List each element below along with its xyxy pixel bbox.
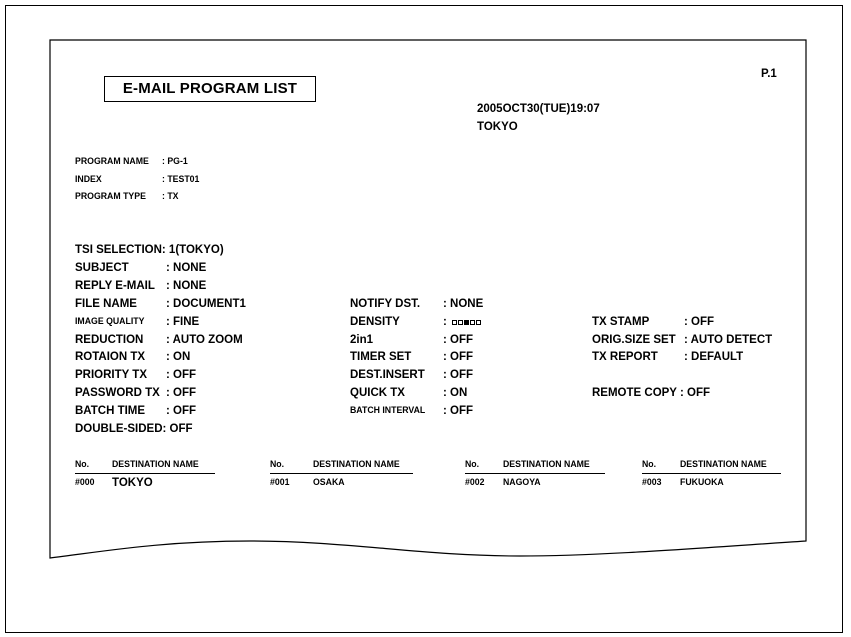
quick-tx-label: QUICK TX bbox=[350, 387, 405, 399]
tx-stamp-value: : OFF bbox=[684, 316, 715, 328]
program-name-value: : PG-1 bbox=[162, 156, 188, 167]
program-type-label: PROGRAM TYPE bbox=[75, 191, 146, 202]
page-title: E-MAIL PROGRAM LIST bbox=[122, 80, 298, 97]
priority-tx-label: PRIORITY TX bbox=[75, 369, 147, 381]
density-colon: : bbox=[443, 316, 447, 328]
batch-time-value: : OFF bbox=[166, 405, 197, 417]
dest-no-header: No. bbox=[270, 459, 285, 470]
rotation-tx-value: : ON bbox=[166, 351, 191, 363]
password-tx-value: : OFF bbox=[166, 387, 197, 399]
dest-insert-value: : OFF bbox=[443, 369, 474, 381]
reduction-value: : AUTO ZOOM bbox=[166, 334, 243, 346]
program-type-value: : TX bbox=[162, 191, 179, 202]
dest-row-name: FUKUOKA bbox=[680, 477, 724, 488]
dest-name-header: DESTINATION NAME bbox=[112, 459, 199, 470]
file-name-label: FILE NAME bbox=[75, 298, 137, 310]
subject-label: SUBJECT bbox=[75, 262, 129, 274]
reply-email-value: : NONE bbox=[166, 280, 207, 292]
dest-header-underline bbox=[465, 473, 605, 474]
remote-copy: REMOTE COPY : OFF bbox=[592, 387, 710, 399]
reply-email-label: REPLY E-MAIL bbox=[75, 280, 155, 292]
timer-set-value: : OFF bbox=[443, 351, 474, 363]
2in1-label: 2in1 bbox=[350, 334, 374, 346]
density-label: DENSITY bbox=[350, 316, 400, 328]
dest-name-header: DESTINATION NAME bbox=[680, 459, 767, 470]
batch-time-label: BATCH TIME bbox=[75, 405, 146, 417]
notify-dst-label: NOTIFY DST. bbox=[350, 298, 421, 310]
image-quality-value: : FINE bbox=[166, 316, 200, 328]
dest-header-underline bbox=[270, 473, 413, 474]
density-step bbox=[470, 320, 475, 325]
rotation-tx-label: ROTAION TX bbox=[75, 351, 146, 363]
priority-tx-value: : OFF bbox=[166, 369, 197, 381]
density-meter bbox=[452, 320, 481, 325]
density-step bbox=[452, 320, 457, 325]
tx-report-label: TX REPORT bbox=[592, 351, 658, 363]
dest-header-underline bbox=[642, 473, 781, 474]
density-step bbox=[458, 320, 463, 325]
dest-row-no: #003 bbox=[642, 477, 662, 488]
dest-row-no: #001 bbox=[270, 477, 290, 488]
batch-interval-value: : OFF bbox=[443, 405, 474, 417]
dest-no-header: No. bbox=[75, 459, 90, 470]
dest-no-header: No. bbox=[642, 459, 657, 470]
notify-dst-value: : NONE bbox=[443, 298, 484, 310]
tx-report-value: : DEFAULT bbox=[684, 351, 744, 363]
2in1-value: : OFF bbox=[443, 334, 474, 346]
dest-row-name: OSAKA bbox=[313, 477, 345, 488]
location: TOKYO bbox=[477, 121, 518, 133]
reduction-label: REDUCTION bbox=[75, 334, 144, 346]
program-name-label: PROGRAM NAME bbox=[75, 156, 149, 167]
image-quality-label: IMAGE QUALITY bbox=[75, 316, 145, 327]
density-step bbox=[476, 320, 481, 325]
density-step bbox=[464, 320, 469, 325]
index-label: INDEX bbox=[75, 174, 102, 185]
dest-insert-label: DEST.INSERT bbox=[350, 369, 425, 381]
title-box bbox=[104, 76, 316, 102]
dest-row-no: #002 bbox=[465, 477, 485, 488]
dest-row-name: NAGOYA bbox=[503, 477, 541, 488]
dest-header-underline bbox=[75, 473, 215, 474]
datetime: 2005OCT30(TUE)19:07 bbox=[477, 103, 600, 115]
dest-name-header: DESTINATION NAME bbox=[313, 459, 400, 470]
tsi-selection: TSI SELECTION: 1(TOKYO) bbox=[75, 244, 224, 256]
orig-size-label: ORIG.SIZE SET bbox=[592, 334, 676, 346]
orig-size-value: : AUTO DETECT bbox=[684, 334, 773, 346]
page-number: P.1 bbox=[761, 68, 777, 80]
subject-value: : NONE bbox=[166, 262, 207, 274]
tx-stamp-label: TX STAMP bbox=[592, 316, 650, 328]
dest-no-header: No. bbox=[465, 459, 480, 470]
dest-row-no: #000 bbox=[75, 477, 95, 488]
dest-name-header: DESTINATION NAME bbox=[503, 459, 590, 470]
index-value: : TEST01 bbox=[162, 174, 200, 185]
double-sided: DOUBLE-SIDED: OFF bbox=[75, 423, 193, 435]
timer-set-label: TIMER SET bbox=[350, 351, 412, 363]
file-name-value: : DOCUMENT1 bbox=[166, 298, 246, 310]
quick-tx-value: : ON bbox=[443, 387, 468, 399]
dest-row-name: TOKYO bbox=[112, 477, 153, 489]
password-tx-label: PASSWORD TX bbox=[75, 387, 160, 399]
batch-interval-label: BATCH INTERVAL bbox=[350, 405, 426, 416]
